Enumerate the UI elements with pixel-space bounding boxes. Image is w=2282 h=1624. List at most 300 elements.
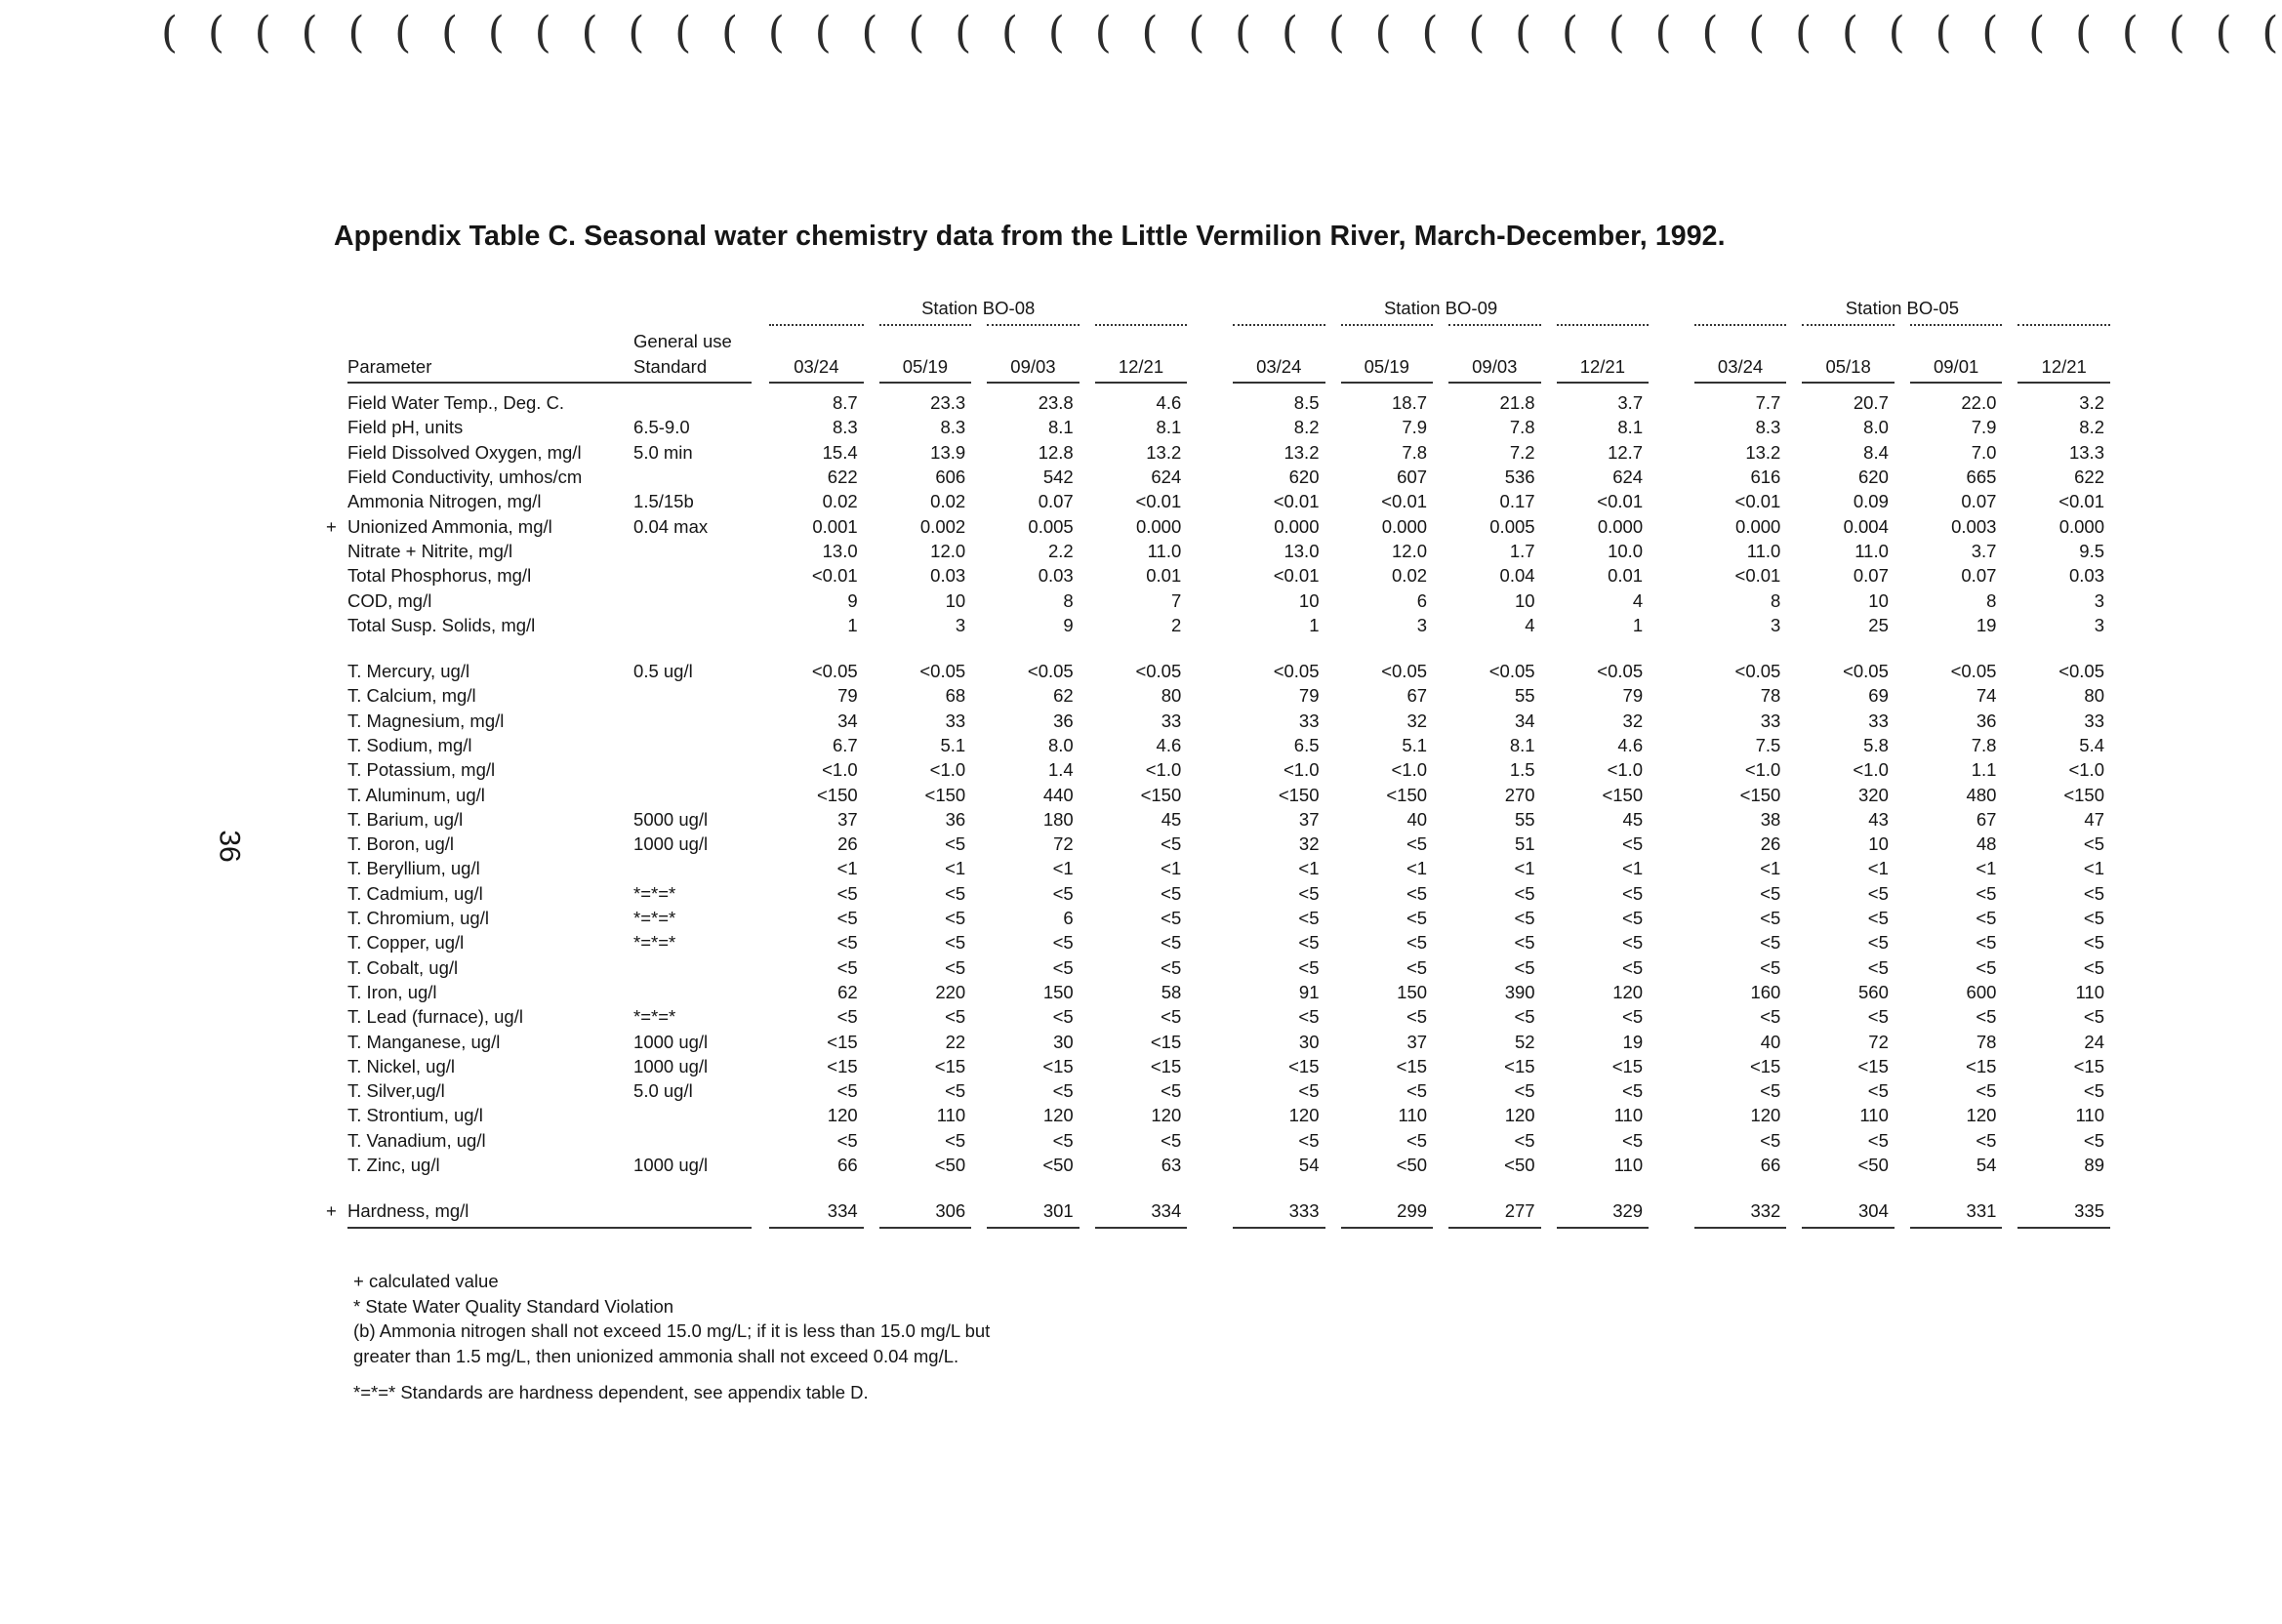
station-header-row — [332, 293, 2118, 322]
value-cell: 79 — [837, 685, 858, 707]
table-row — [332, 906, 2118, 930]
value-cell: <5 — [1514, 956, 1535, 978]
value-cell: 9 — [847, 589, 858, 611]
value-cell: 1 — [1632, 614, 1644, 635]
table-row — [332, 980, 2118, 1004]
value-cell: <5 — [945, 1080, 966, 1102]
parameter-cell — [332, 930, 632, 954]
value-cell: <1.0 — [1744, 759, 1781, 781]
value-cell: 21.8 — [1499, 392, 1535, 414]
value-cell: <5 — [1976, 1129, 1997, 1151]
value-cell: 7.0 — [1971, 441, 1997, 463]
value-cell: 110 — [1859, 1105, 1889, 1126]
table-row — [332, 733, 2118, 757]
value-cell: 160 — [1750, 981, 1781, 1002]
group-spacer — [332, 1177, 2118, 1198]
value-cell: <5 — [1867, 1129, 1889, 1151]
value-cell: <1.0 — [1283, 759, 1320, 781]
value-cell: <5 — [945, 932, 966, 954]
value-cell: 80 — [1161, 685, 1182, 707]
value-cell: 69 — [1868, 685, 1889, 707]
binder-hole-mark: ( — [1047, 8, 1065, 58]
value-cell: <1.0 — [822, 759, 858, 781]
value-cell: 15.4 — [822, 441, 858, 463]
standard-cell: 6.5-9.0 — [633, 417, 690, 438]
parameter-cell — [332, 440, 632, 465]
table-row — [332, 1029, 2118, 1053]
value-cell: <5 — [2083, 833, 2104, 855]
parameter-name: Unionized Ammonia, mg/l — [347, 515, 552, 537]
value-cell: 54 — [1976, 1155, 1997, 1176]
value-cell: 38 — [1760, 808, 1781, 830]
value-cell: <1 — [1760, 858, 1781, 879]
value-cell: <5 — [1052, 932, 1074, 954]
value-cell: <0.01 — [811, 565, 858, 587]
value-cell: 10 — [1868, 589, 1889, 611]
value-cell: 3.7 — [1617, 392, 1644, 414]
value-cell: <5 — [1052, 882, 1074, 904]
value-cell: 55 — [1514, 685, 1535, 707]
value-cell: 120 — [1750, 1105, 1781, 1126]
binder-hole-mark: ( — [1141, 8, 1159, 58]
table-row — [332, 465, 2118, 489]
value-cell: <5 — [1052, 956, 1074, 978]
standard-cell: 1000 ug/l — [633, 1155, 709, 1176]
binder-hole-mark: ( — [1608, 8, 1625, 58]
value-cell: <0.01 — [1273, 565, 1320, 587]
value-cell: 47 — [2084, 808, 2104, 830]
parameter-name: COD, mg/l — [347, 589, 432, 611]
value-cell: 0.001 — [812, 515, 858, 537]
standard-cell: 5.0 ug/l — [633, 1080, 693, 1102]
date-header: 12/21 — [1579, 356, 1625, 377]
value-cell: <5 — [945, 956, 966, 978]
table-title: Appendix Table C. Seasonal water chemistry data from the Little Vermilion River, March-December, 1992. — [334, 221, 1726, 252]
parameter-cell — [332, 613, 632, 637]
standard-cell — [632, 1103, 761, 1127]
table-row — [332, 881, 2118, 906]
date-header: 12/21 — [1118, 356, 1164, 377]
value-cell: 8.0 — [1048, 735, 1074, 755]
value-cell: <5 — [1976, 956, 1997, 978]
standard-cell — [632, 390, 761, 415]
bottom-rule — [332, 1224, 2118, 1232]
value-cell: <5 — [1052, 1129, 1074, 1151]
value-cell: <15 — [827, 1055, 858, 1076]
column-header-row — [332, 353, 2118, 379]
standard-cell — [632, 1128, 761, 1153]
value-cell: 110 — [2075, 981, 2104, 1002]
parameter-cell — [332, 465, 632, 489]
parameter-cell — [332, 807, 632, 832]
value-cell: 0.000 — [1135, 515, 1182, 537]
value-cell: 6.7 — [832, 735, 858, 755]
table-row — [332, 1054, 2118, 1078]
value-cell: <5 — [1622, 1006, 1644, 1028]
binder-hole-mark: ( — [2028, 8, 2046, 58]
parameter-name: T. Sodium, mg/l — [347, 735, 472, 755]
value-cell: 607 — [1397, 467, 1428, 488]
binder-hole-mark: ( — [1888, 8, 1905, 58]
value-cell: <5 — [1976, 1006, 1997, 1028]
table-row — [332, 1078, 2118, 1103]
value-cell: 3.7 — [1971, 540, 1997, 561]
value-cell: 0.000 — [1274, 515, 1320, 537]
binder-hole-mark: ( — [2215, 8, 2232, 58]
binder-hole-mark: ( — [1981, 8, 1999, 58]
table-row — [332, 588, 2118, 612]
binder-hole-mark: ( — [1235, 8, 1252, 58]
value-cell: 32 — [1298, 833, 1320, 855]
value-cell: 334 — [1151, 1200, 1182, 1222]
table-row — [332, 1153, 2118, 1177]
value-cell: <0.05 — [2058, 661, 2104, 682]
value-cell: 110 — [1398, 1105, 1428, 1126]
parameter-cell — [332, 1078, 632, 1103]
parameter-name: T. Zinc, ug/l — [347, 1155, 440, 1176]
value-cell: <5 — [945, 908, 966, 929]
value-cell: 78 — [1976, 1031, 1997, 1052]
binder-hole-mark: ( — [2074, 8, 2093, 58]
value-cell: 11.0 — [1746, 540, 1781, 561]
binder-hole-mark: ( — [720, 8, 739, 58]
value-cell: 6.5 — [1293, 735, 1320, 755]
value-cell: 36 — [1053, 710, 1074, 731]
value-cell: 8.4 — [1863, 441, 1889, 463]
value-cell: 0.07 — [1853, 565, 1889, 587]
value-cell: <1.0 — [1607, 759, 1644, 781]
value-cell: <15 — [1150, 1055, 1182, 1076]
value-cell: <1 — [1976, 858, 1997, 879]
value-cell: 89 — [2084, 1155, 2104, 1176]
value-cell: 390 — [1504, 981, 1535, 1002]
binder-hole-mark: ( — [1094, 8, 1112, 58]
table-row — [332, 440, 2118, 465]
parameter-name: Nitrate + Nitrite, mg/l — [347, 540, 513, 561]
binder-hole-mark: ( — [1188, 8, 1205, 58]
value-cell: <5 — [945, 833, 966, 855]
value-cell: 600 — [1966, 981, 1997, 1002]
parameter-name: T. Lead (furnace), ug/l — [347, 1006, 523, 1028]
table-row — [332, 1103, 2118, 1127]
value-cell: 8.1 — [1617, 417, 1644, 438]
value-cell: <0.01 — [1273, 491, 1320, 512]
value-cell: 13.0 — [822, 540, 858, 561]
binder-hole-mark: ( — [487, 8, 505, 58]
parameter-name: Field Water Temp., Deg. C. — [347, 392, 565, 414]
value-cell: <0.01 — [1734, 565, 1781, 587]
value-cell: 78 — [1760, 685, 1781, 707]
value-cell: <0.01 — [1135, 491, 1182, 512]
value-cell: 622 — [2074, 467, 2104, 488]
binder-hole-mark: ( — [1421, 8, 1439, 58]
value-cell: <5 — [1298, 908, 1320, 929]
value-cell: 320 — [1858, 784, 1889, 805]
value-cell: 13.2 — [1146, 441, 1182, 463]
value-cell: 11.0 — [1147, 540, 1182, 561]
date-header: 09/01 — [1933, 356, 1979, 377]
table-row — [332, 782, 2118, 806]
binder-hole-mark: ( — [1281, 8, 1299, 58]
value-cell: <15 — [1966, 1055, 1997, 1076]
parameter-cell — [332, 489, 632, 513]
value-cell: 0.09 — [1853, 491, 1889, 512]
value-cell: 10.0 — [1608, 540, 1644, 561]
value-cell: 32 — [1406, 710, 1428, 731]
value-cell: 606 — [935, 467, 966, 488]
value-cell: 1.7 — [1509, 540, 1535, 561]
parameter-cell — [332, 955, 632, 980]
value-cell: 7.9 — [1402, 417, 1428, 438]
value-cell: 19 — [1976, 614, 1997, 635]
value-cell: <0.01 — [1597, 491, 1644, 512]
water-chemistry-table — [326, 293, 2118, 1232]
value-cell: 334 — [827, 1200, 858, 1222]
value-cell: <0.05 — [1734, 661, 1781, 682]
date-header: 09/03 — [1472, 356, 1518, 377]
standard-cell: 1000 ug/l — [633, 1031, 709, 1052]
binder-hole-mark: ( — [1468, 8, 1486, 58]
value-cell: 54 — [1298, 1155, 1320, 1176]
value-cell: 8.3 — [1755, 417, 1781, 438]
value-cell: 8.2 — [2079, 417, 2104, 438]
binder-hole-mark: ( — [1748, 8, 1766, 58]
value-cell: 8.5 — [1293, 392, 1320, 414]
value-cell: 620 — [1288, 467, 1320, 488]
value-cell: 40 — [1406, 808, 1428, 830]
value-cell: 4 — [1632, 589, 1644, 611]
value-cell: <5 — [1760, 908, 1781, 929]
binder-hole-mark: ( — [534, 8, 551, 58]
value-cell: 30 — [1298, 1031, 1320, 1052]
value-cell: 616 — [1750, 467, 1781, 488]
parameter-header: Parameter — [347, 356, 432, 377]
value-cell: 74 — [1976, 685, 1997, 707]
value-cell: 110 — [2075, 1105, 2104, 1126]
value-cell: <5 — [1406, 1006, 1428, 1028]
value-cell: <0.05 — [1273, 661, 1320, 682]
value-cell: <5 — [1161, 1080, 1182, 1102]
value-cell: 0.03 — [930, 565, 966, 587]
value-cell: 10 — [1868, 833, 1889, 855]
binder-hole-mark: ( — [581, 8, 598, 58]
standard-cell — [632, 683, 761, 708]
station-label: Station BO-09 — [1383, 297, 1498, 318]
standard-header: Standard — [633, 356, 708, 377]
value-cell: 4.6 — [1156, 735, 1182, 755]
value-cell: 329 — [1612, 1200, 1644, 1222]
value-cell: 150 — [1042, 981, 1074, 1002]
value-cell: <5 — [1298, 1080, 1320, 1102]
value-cell: <50 — [1857, 1155, 1889, 1176]
value-cell: 80 — [2084, 685, 2104, 707]
binder-hole-mark: ( — [908, 8, 925, 58]
date-header: 03/24 — [794, 356, 839, 377]
value-cell: <1 — [1052, 858, 1074, 879]
value-cell: <5 — [945, 882, 966, 904]
value-cell: 10 — [1298, 589, 1320, 611]
value-cell: 120 — [827, 1105, 858, 1126]
value-cell: 9.5 — [2079, 540, 2104, 561]
binder-hole-mark: ( — [1561, 8, 1579, 58]
value-cell: 8.0 — [1863, 417, 1889, 438]
value-cell: 13.2 — [1745, 441, 1781, 463]
value-cell: 67 — [1976, 808, 1997, 830]
value-cell: <5 — [2083, 1006, 2104, 1028]
value-cell: 33 — [945, 710, 966, 731]
value-cell: <5 — [1161, 1006, 1182, 1028]
value-cell: 7.8 — [1402, 441, 1428, 463]
standard-cell — [632, 1198, 761, 1223]
date-header: 12/21 — [2041, 356, 2087, 377]
value-cell: 33 — [1298, 710, 1320, 731]
value-cell: <5 — [1976, 1080, 1997, 1102]
binder-hole-mark: ( — [1000, 8, 1019, 58]
table-row — [332, 415, 2118, 439]
date-header: 09/03 — [1010, 356, 1056, 377]
value-cell: 8.3 — [940, 417, 966, 438]
value-cell: 620 — [1858, 467, 1889, 488]
value-cell: 0.01 — [1146, 565, 1182, 587]
value-cell: <5 — [1406, 956, 1428, 978]
value-cell: <5 — [945, 1129, 966, 1151]
value-cell: 8.1 — [1048, 417, 1074, 438]
table-row — [332, 807, 2118, 832]
value-cell: <5 — [1976, 882, 1997, 904]
value-cell: 3 — [1771, 614, 1781, 635]
value-cell: 45 — [1622, 808, 1644, 830]
value-cell: 55 — [1514, 808, 1535, 830]
value-cell: <5 — [1298, 1129, 1320, 1151]
table-row — [332, 390, 2118, 415]
value-cell: 542 — [1042, 467, 1074, 488]
parameter-name: T. Silver,ug/l — [347, 1080, 445, 1102]
table-row — [332, 1004, 2118, 1029]
value-cell: 62 — [837, 981, 858, 1002]
value-cell: 23.3 — [930, 392, 966, 414]
value-cell: 37 — [1406, 1031, 1428, 1052]
value-cell: 30 — [1053, 1031, 1074, 1052]
value-cell: <15 — [2073, 1055, 2104, 1076]
value-cell: <1 — [836, 858, 858, 879]
value-cell: 3.2 — [2079, 392, 2104, 414]
parameter-name: T. Potassium, mg/l — [347, 759, 496, 781]
value-cell: <5 — [1760, 932, 1781, 954]
binder-hole-mark: ( — [1701, 8, 1719, 58]
binder-hole-mark: ( — [1841, 8, 1858, 58]
table-row — [332, 539, 2118, 563]
parameter-cell — [332, 415, 632, 439]
standard-cell: 1000 ug/l — [633, 1055, 709, 1076]
value-cell: 26 — [1760, 833, 1781, 855]
parameter-cell — [332, 1153, 632, 1177]
table-row — [332, 955, 2118, 980]
standard-cell — [632, 465, 761, 489]
parameter-name: T. Manganese, ug/l — [347, 1031, 501, 1052]
value-cell: 1.5 — [1509, 759, 1535, 781]
standard-cell: *=*=* — [633, 932, 676, 954]
value-cell: <5 — [1976, 908, 1997, 929]
value-cell: 624 — [1151, 467, 1182, 488]
parameter-cell — [332, 1128, 632, 1153]
value-cell: <50 — [1042, 1155, 1074, 1176]
value-cell: <15 — [1042, 1055, 1074, 1076]
value-cell: 0.07 — [1961, 565, 1997, 587]
value-cell: <5 — [1052, 1006, 1074, 1028]
value-cell: <5 — [2083, 1129, 2104, 1151]
value-cell: 536 — [1504, 467, 1535, 488]
value-cell: 8.3 — [832, 417, 858, 438]
value-cell: <5 — [1298, 932, 1320, 954]
value-cell: <5 — [1161, 1129, 1182, 1151]
value-cell: 79 — [1622, 685, 1644, 707]
date-header: 03/24 — [1256, 356, 1302, 377]
standard-cell: 0.5 ug/l — [633, 661, 693, 682]
value-cell: 13.3 — [2068, 441, 2104, 463]
binder-hole-mark: ( — [394, 8, 412, 58]
value-cell: <5 — [1622, 908, 1644, 929]
parameter-name: T. Chromium, ug/l — [347, 908, 489, 929]
footnote-violation: * State Water Quality Standard Violation — [353, 1295, 674, 1317]
value-cell: 67 — [1406, 685, 1428, 707]
value-cell: <5 — [1161, 908, 1182, 929]
binder-hole-mark: ( — [1374, 8, 1392, 58]
value-cell: 12.0 — [1392, 540, 1428, 561]
value-cell: 66 — [837, 1155, 858, 1176]
table-row — [332, 613, 2118, 637]
value-cell: 1.1 — [1971, 759, 1997, 781]
parameter-name: T. Vanadium, ug/l — [347, 1129, 486, 1151]
value-cell: 120 — [1151, 1105, 1182, 1126]
value-cell: 440 — [1042, 784, 1074, 805]
value-cell: <5 — [1760, 956, 1781, 978]
standard-cell — [632, 709, 761, 733]
value-cell: 333 — [1288, 1200, 1320, 1222]
value-cell: 0.02 — [822, 491, 858, 512]
parameter-cell — [332, 563, 632, 588]
standard-cell: 5000 ug/l — [633, 808, 709, 830]
parameter-cell — [332, 659, 632, 683]
parameter-name: T. Magnesium, mg/l — [347, 710, 505, 731]
value-cell: 120 — [1612, 981, 1644, 1002]
value-cell: <5 — [836, 882, 858, 904]
value-cell: 110 — [936, 1105, 966, 1126]
value-cell: 3 — [2094, 589, 2104, 611]
parameter-name: T. Strontium, ug/l — [347, 1105, 483, 1126]
footnote-calculated: + calculated value — [353, 1271, 499, 1291]
value-cell: 8.2 — [1293, 417, 1320, 438]
binder-hole-mark: ( — [2262, 8, 2279, 58]
value-cell: 120 — [1504, 1105, 1535, 1126]
value-cell: 24 — [2084, 1031, 2104, 1052]
value-cell: <5 — [1052, 1080, 1074, 1102]
table-row — [332, 489, 2118, 513]
value-cell: <5 — [1161, 833, 1182, 855]
value-cell: <5 — [836, 956, 858, 978]
date-header: 05/19 — [1364, 356, 1409, 377]
parameter-cell — [332, 881, 632, 906]
value-cell: 22.0 — [1961, 392, 1997, 414]
value-cell: <150 — [1602, 784, 1644, 805]
value-cell: 120 — [1042, 1105, 1074, 1126]
value-cell: 7.8 — [1971, 735, 1997, 755]
value-cell: 43 — [1868, 808, 1889, 830]
value-cell: 3 — [1416, 614, 1428, 635]
binder-hole-mark: ( — [1935, 8, 1952, 58]
standard-cell — [632, 955, 761, 980]
parameter-cell — [332, 856, 632, 880]
standard-cell: *=*=* — [633, 882, 676, 904]
